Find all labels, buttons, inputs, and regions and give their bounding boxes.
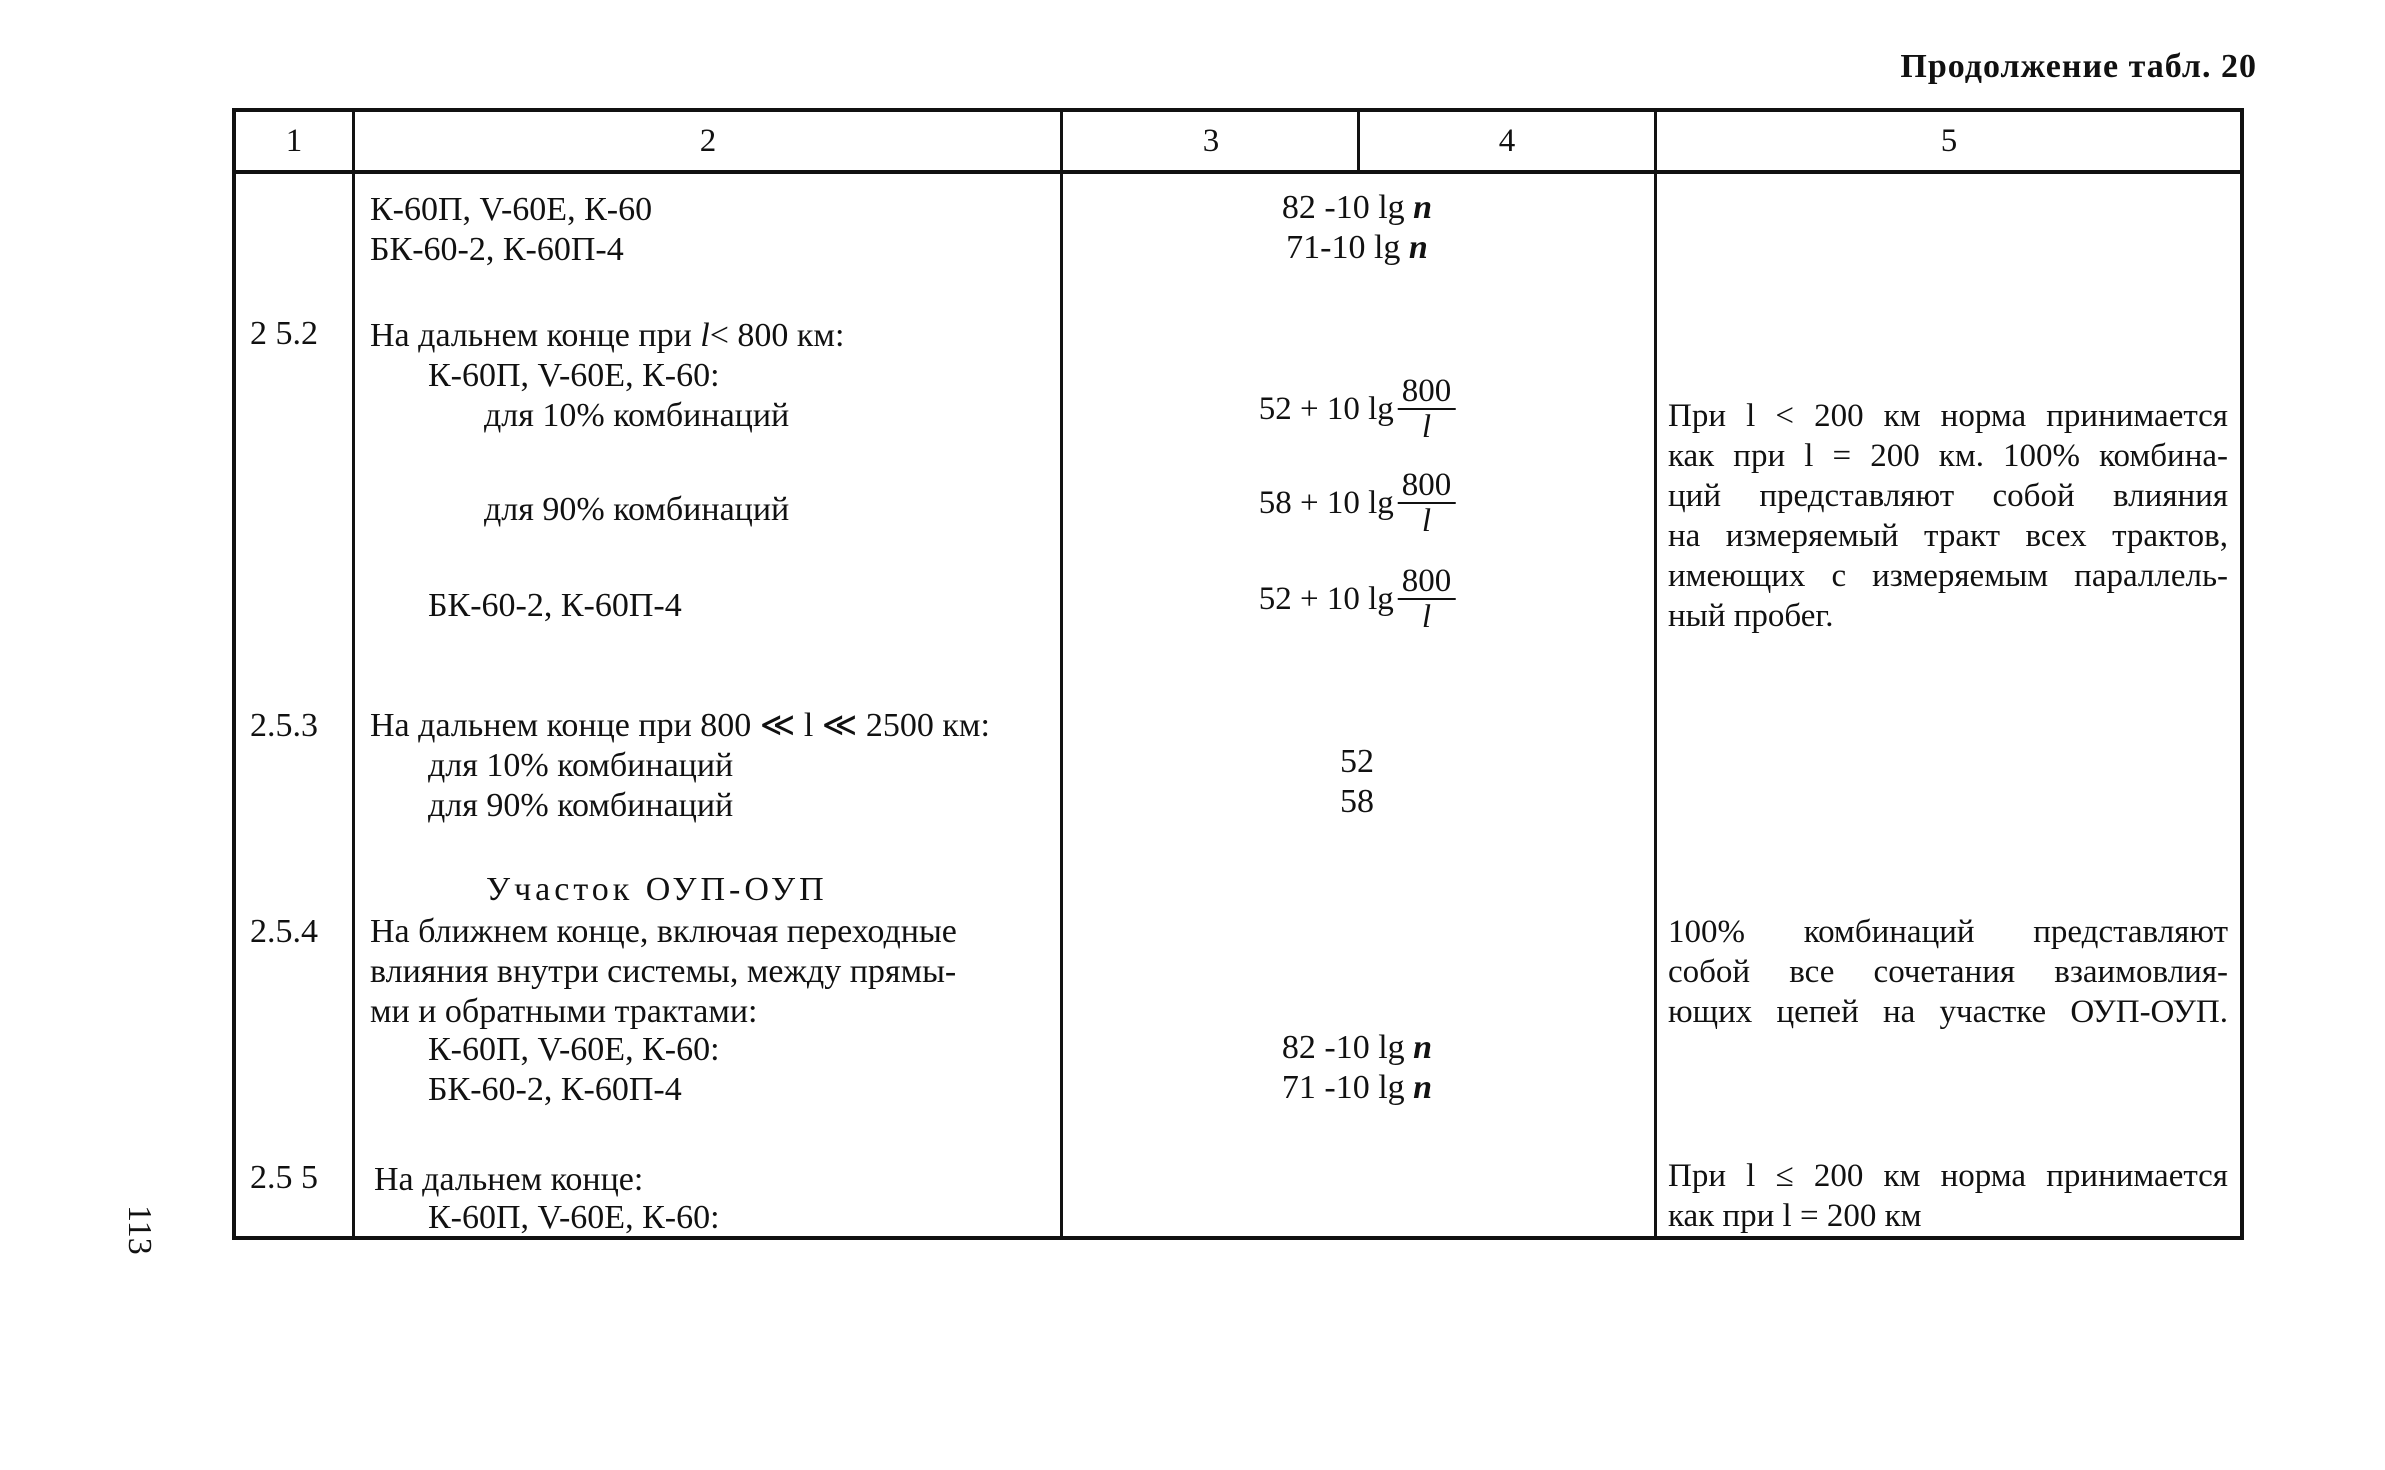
page-number: 113 <box>121 1205 158 1255</box>
norm-value: 82 -10 lg n <box>1281 1029 1433 1066</box>
condition-text: На дальнем конце при 800 ≪ l ≪ 2500 км: <box>370 707 990 744</box>
combination-label: для 10% комбинаций <box>484 397 790 434</box>
equipment-label: БК-60-2, К-60П-4 <box>428 1071 682 1108</box>
column-rule-3 <box>1357 112 1360 170</box>
condition-text: На дальнем конце: <box>374 1161 644 1198</box>
header-divider <box>236 170 2240 174</box>
norm-value: 71-10 lg n <box>1286 229 1428 266</box>
clause-number: 2.5.4 <box>250 913 318 950</box>
equipment-label: К-60П, V-60E, К-60: <box>428 1031 720 1068</box>
norm-value: 71 -10 lg n <box>1281 1069 1433 1106</box>
equipment-label: К-60П, V-60E, К-60 <box>370 191 653 228</box>
norm-value: 58 <box>1340 783 1374 820</box>
equipment-label: К-60П, V-60E, К-60: <box>428 357 720 394</box>
description-text: На ближнем конце, включая переходные <box>370 913 957 950</box>
column-rule-4 <box>1654 112 1657 1240</box>
equipment-label: БК-60-2, К-60П-4 <box>428 587 682 624</box>
header-col-5: 5 <box>1940 122 1958 159</box>
clause-number: 2 5.2 <box>250 315 318 352</box>
header-col-4: 4 <box>1498 122 1516 159</box>
clause-number: 2.5.3 <box>250 707 318 744</box>
specification-table <box>232 108 2244 1240</box>
description-text: ми и обратными трактами: <box>370 993 758 1030</box>
clause-number: 2.5 5 <box>250 1159 318 1196</box>
remark-text: При l < 200 км норма принимается как при l = 200 км. 100% комбина- ций представляют собой влияния на измеряемый тракт всех трактов, имеющих с измеряемым параллель- ный пробег. <box>1668 398 2228 634</box>
norm-value: 82 -10 lg n <box>1281 189 1433 226</box>
norm-value: 52 <box>1340 743 1374 780</box>
header-col-1: 1 <box>285 122 303 159</box>
column-rule-1 <box>352 112 355 1240</box>
remark-text: При l ≤ 200 км норма принимается как при l = 200 км <box>1668 1158 2228 1234</box>
condition-text: На дальнем конце при l< 800 км: <box>370 317 845 354</box>
table-continuation-caption: Продолжение табл. 20 <box>1900 48 2257 85</box>
section-heading: Участок ОУП-ОУП <box>486 871 828 908</box>
combination-label: для 90% комбинаций <box>428 787 734 824</box>
norm-formula: 52 + 10 lg $\frac{800}{l}$ <box>1259 564 1456 634</box>
equipment-label: К-60П, V-60E, К-60: <box>428 1199 720 1236</box>
norm-formula: 52 + 10 lg $\frac{800}{l}$ <box>1259 374 1456 444</box>
header-col-2: 2 <box>699 122 717 159</box>
combination-label: для 90% комбинаций <box>484 491 790 528</box>
equipment-label: БК-60-2, К-60П-4 <box>370 231 624 268</box>
description-text: влияния внутри системы, между прямы- <box>370 953 957 990</box>
combination-label: для 10% комбинаций <box>428 747 734 784</box>
header-col-3: 3 <box>1202 122 1220 159</box>
remark-text: 100% комбинаций представляют собой все сочетания взаимовлия- ющих цепей на участке ОУП-ОУП. <box>1668 914 2228 1030</box>
norm-formula: 58 + 10 lg $\frac{800}{l}$ <box>1259 468 1456 538</box>
column-rule-2 <box>1060 112 1063 1240</box>
